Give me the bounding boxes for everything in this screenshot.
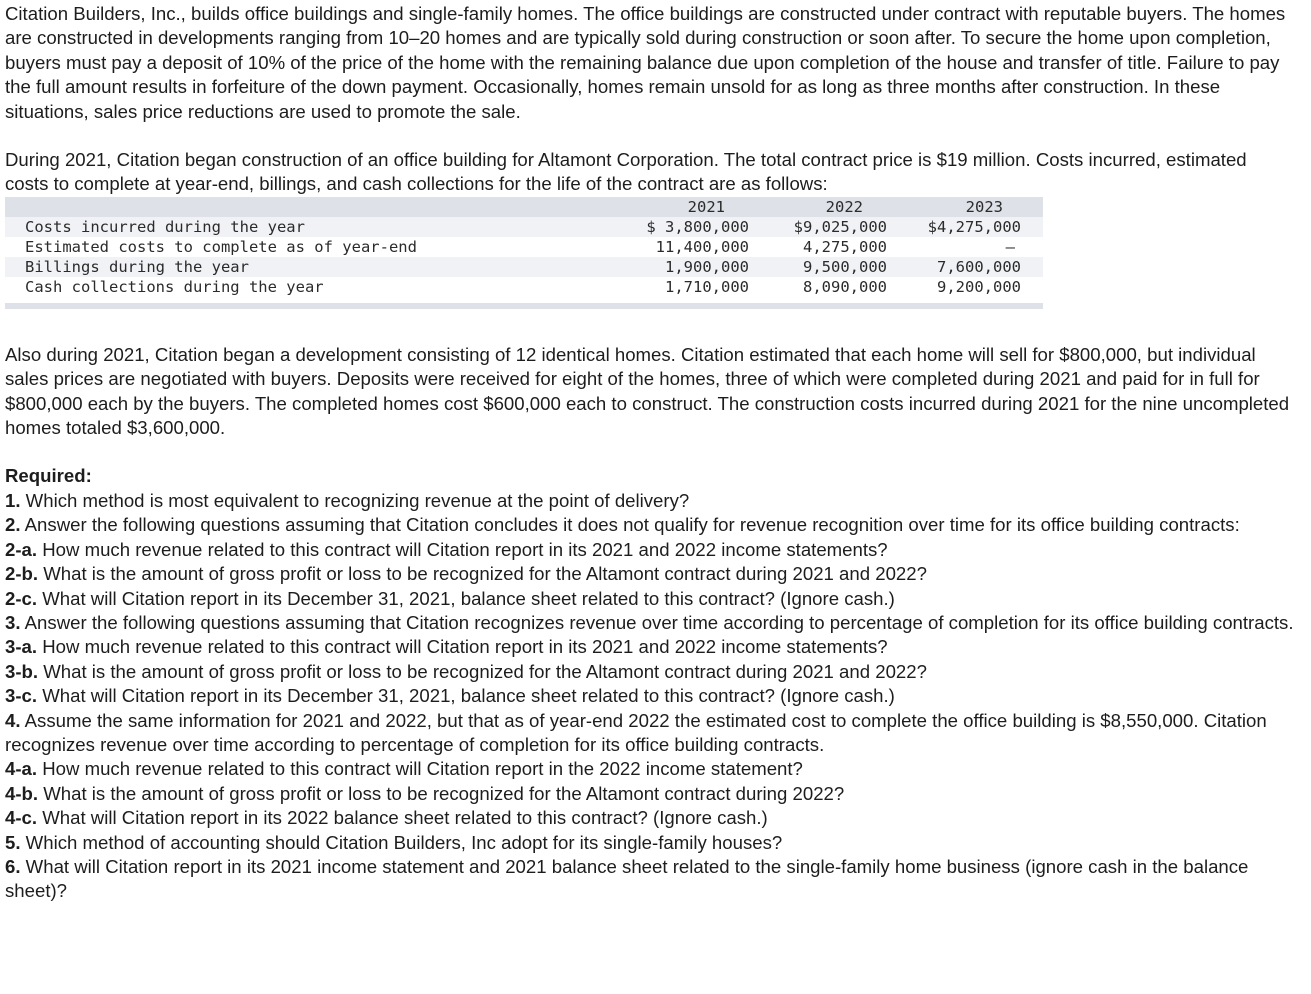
- question-number: 2-c.: [5, 587, 38, 609]
- table-header-row: [5, 197, 1043, 217]
- cell-2023: 9,200,000: [937, 277, 1021, 296]
- question-item: [5, 806, 1295, 830]
- cell-2023: 7,600,000: [937, 257, 1021, 276]
- question-number: 2.: [5, 514, 21, 536]
- question-text: What will Citation report in its 2022 balance sheet related to this contract? (Ignore cash.): [37, 807, 768, 829]
- row-label: Estimated costs to complete as of year-end: [25, 237, 417, 256]
- question-item: [5, 562, 1295, 586]
- question-text: What will Citation report in its December 31, 2021, balance sheet related to this contract? (Ignore cash.): [37, 685, 895, 707]
- question-number: 4-a.: [5, 758, 38, 780]
- cell-2022: $9,025,000: [793, 217, 887, 236]
- question-number: 3-c.: [5, 685, 38, 707]
- question-item: [5, 611, 1295, 635]
- table-row: [5, 217, 1043, 237]
- question-item: [5, 635, 1295, 659]
- question-item: [5, 855, 1295, 904]
- question-text: What will Citation report in its December 31, 2021, balance sheet related to this contract? (Ignore cash.): [37, 587, 895, 609]
- question-text: What is the amount of gross profit or loss to be recognized for the Altamont contract during 2021 and 2022?: [38, 563, 927, 585]
- question-item: [5, 782, 1295, 806]
- question-number: 3-b.: [5, 660, 39, 682]
- cell-2022: 8,090,000: [803, 277, 887, 296]
- table-bottom-bar: [5, 303, 1043, 309]
- question-item: [5, 513, 1295, 537]
- cell-2022: 9,500,000: [803, 257, 887, 276]
- question-number: 1.: [5, 489, 21, 511]
- table-row: [5, 237, 1043, 257]
- intro-paragraph: Citation Builders, Inc., builds office buildings and single-family homes. The office buildings are constructed under contract with reputable buyers. The homes are constructed in developments ranging from 10–20 homes and are typically sold during construction or soon after. To secure the home upon completion, buyers must pay a deposit of 10% of the price of the home with the remaining balance due upon completion of the house and transfer of title. Failure to pay the full amount results in forfeiture of the down payment. Occasionally, homes remain unsold for as long as three months after construction. In these situations, sales price reductions are used to promote the sale.: [5, 3, 1286, 122]
- contract-table: [5, 197, 1043, 297]
- question-item: [5, 709, 1295, 758]
- question-item: [5, 831, 1295, 855]
- question-text: Assume the same information for 2021 and 2022, but that as of year-end 2022 the estimated cost to complete the office building is $8,550,000. Citation recognizes revenue over time according to percentage of completion for its office building contracts.: [5, 709, 1267, 755]
- question-number: 4-c.: [5, 807, 38, 829]
- cell-2022: 4,275,000: [803, 237, 887, 256]
- table-row: [5, 277, 1043, 297]
- question-number: 4-b.: [5, 782, 39, 804]
- question-text: What is the amount of gross profit or loss to be recognized for the Altamont contract during 2021 and 2022?: [38, 660, 927, 682]
- question-number: 2-a.: [5, 538, 38, 560]
- question-number: 6.: [5, 855, 21, 877]
- cell-2021: 11,400,000: [655, 237, 749, 256]
- cell-2021: 1,710,000: [665, 277, 749, 296]
- row-label: Costs incurred during the year: [25, 217, 305, 236]
- row-label: Billings during the year: [25, 257, 249, 276]
- question-item: [5, 489, 1295, 513]
- table-header-2021: 2021: [687, 197, 725, 216]
- question-text: How much revenue related to this contract will Citation report in the 2022 income statement?: [37, 758, 803, 780]
- question-text: How much revenue related to this contract will Citation report in its 2021 and 2022 income statements?: [37, 636, 888, 658]
- question-number: 2-b.: [5, 563, 39, 585]
- question-text: What will Citation report in its 2021 income statement and 2021 balance sheet related to the single-family home business (ignore cash in the balance sheet)?: [5, 855, 1249, 902]
- question-item: [5, 538, 1295, 562]
- table-header-2023: 2023: [965, 197, 1003, 216]
- required-section: [5, 464, 1295, 903]
- question-number: 3-a.: [5, 636, 38, 658]
- question-text: Which method is most equivalent to recognizing revenue at the point of delivery?: [20, 489, 690, 511]
- table-row: [5, 257, 1043, 277]
- cell-2023: $4,275,000: [927, 217, 1021, 236]
- question-text: Which method of accounting should Citation Builders, Inc adopt for its single-family houses?: [20, 831, 783, 853]
- table-header-2022: 2022: [825, 197, 863, 216]
- question-text: What is the amount of gross profit or loss to be recognized for the Altamont contract during 2022?: [38, 782, 845, 804]
- question-number: 4.: [5, 709, 21, 731]
- table-header-label: [5, 197, 565, 217]
- row-label: Cash collections during the year: [25, 277, 324, 296]
- question-text: Answer the following questions assuming that Citation recognizes revenue over time according to percentage of completion for its office building contracts.: [20, 611, 1294, 633]
- contract-table-wrapper: [5, 197, 1043, 309]
- question-text: How much revenue related to this contract will Citation report in its 2021 and 2022 income statements?: [37, 538, 888, 560]
- question-item: [5, 684, 1295, 708]
- homes-intro-paragraph: Also during 2021, Citation began a development consisting of 12 identical homes. Citation estimated that each home will sell for $800,000, but individual sales prices are negotiated with buyers. Deposits were received for eight of the homes, three of which were completed during 2021 and paid for in full for $800,000 each by the buyers. The completed homes cost $600,000 each to construct. The construction costs incurred during 2021 for the nine uncompleted homes totaled $3,600,000.: [5, 343, 1290, 439]
- cell-2021: $ 3,800,000: [646, 217, 749, 236]
- cell-2021: 1,900,000: [665, 257, 749, 276]
- question-item: [5, 587, 1295, 611]
- cell-2023: –: [1005, 237, 1015, 256]
- question-text: Answer the following questions assuming that Citation concludes it does not qualify for revenue recognition over time for its office building contracts:: [20, 514, 1240, 536]
- question-item: [5, 660, 1295, 684]
- question-number: 3.: [5, 611, 21, 633]
- question-item: [5, 757, 1295, 781]
- required-heading: Required:: [5, 465, 92, 487]
- contract-intro-paragraph: During 2021, Citation began construction of an office building for Altamont Corporation. The total contract price is $19 million. Costs incurred, estimated costs to complete at year-end, billings, and cash collections for the life of the contract are as follows:: [5, 149, 1247, 195]
- question-number: 5.: [5, 831, 21, 853]
